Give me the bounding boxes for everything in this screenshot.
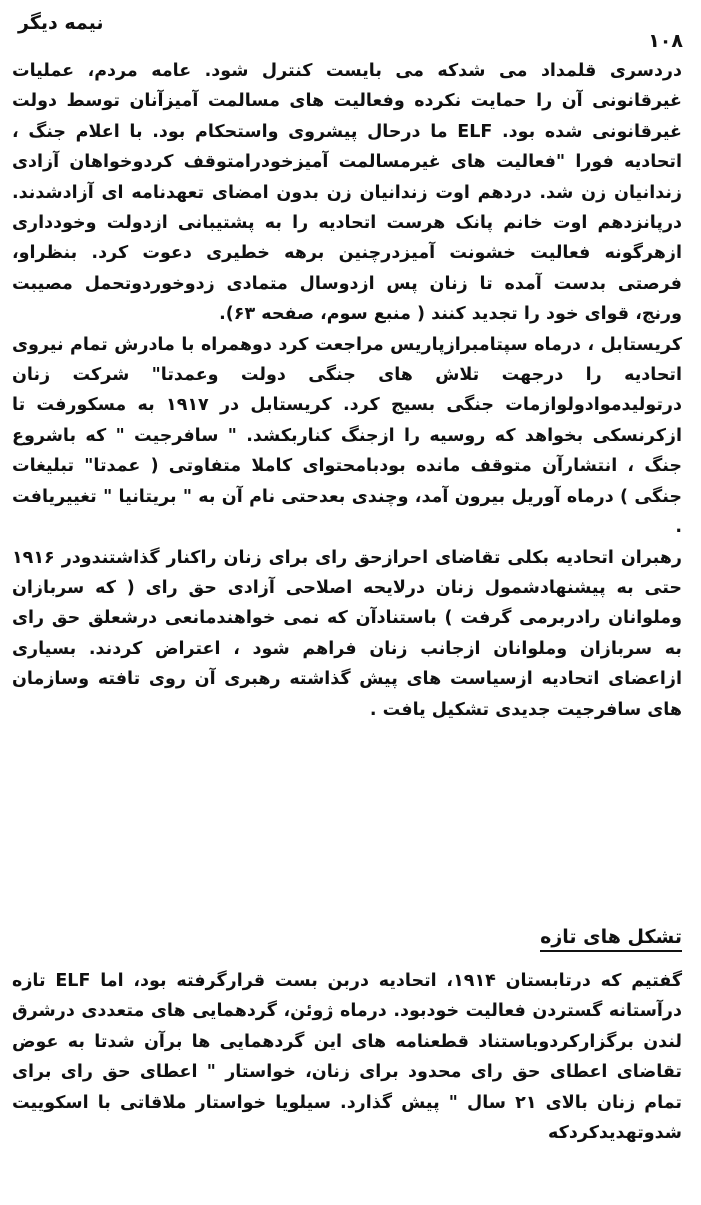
page-number: ۱۰۸: [648, 30, 683, 52]
section-paragraph: گفتیم که درتابستان ۱۹۱۴، اتحادیه دربن بست قرارگرفته بود، اما ELF تازه درآستانه گستردن فعالیت خودبود. درماه ژوئن، گردهمایی های متعددی درشرق لندن برگزارکردوباستناد قطعنامه های این گردهمایی ها برآن شدتا به عوض تقاضای اعطای حق رای محدود برای زنان، خواستار " اعطای حق رای برای تمام زنان بالای ۲۱ سال " پیش گذارد. سیلویا خواستار ملاقاتی با اسکوییت شدوتهدیدکردکه: [12, 971, 683, 1144]
section-heading: تشکل های تازه: [540, 926, 682, 952]
running-head: نیمه دیگر: [18, 12, 104, 34]
paragraph: دردسری قلمداد می شدکه می بایست کنترل شود. عامه مردم، عملیات غیرقانونی آن را حمایت نکرده وفعالیت های مسالمت آمیزآنان توسط دولت غیرقانونی شده بود. ELF ما درحال پیشروی واستحکام بود. با اعلام جنگ ، اتحادیه فورا "فعالیت های غیرمسالمت آمیزخودرامتوقف کردوخواهان آزادی زندانیان زن شد. دردهم اوت زندانیان زن بدون امضای تعهدنامه ای آزادشدند. درپانزدهم اوت خانم پانک هرست اتحادیه را به پشتیبانی ازدولت وخودداری ازهرگونه فعالیت خشونت آمیزدرچنین برهه خطیری دعوت کرد. بنظراو، فرصتی بدست آمده تا زنان پس ازدوسال متمادی زدوخوردوتحمل مصیبت ورنج، قوای خود را تجدید کنند ( منبع سوم، صفحه ۶۳).: [12, 61, 682, 325]
paragraph: رهبران اتحادیه بکلی تقاضای احرازحق رای برای زنان راکنار گذاشتندودر ۱۹۱۶ حتی به پیشنهادشمول زنان درلایحه اصلاحی آزادی حق رای ( که سربازان وملوانان رادربرمی گرفت ) باستنادآن که نمی خواهندمانعی درشعلق حق رای به سربازان وملوانان ازجانب زنان فراهم شود ، اعتراض کردند. بسیاری ازاعضای اتحادیه ازسیاست های پیش گذاشته رهبری آن روی تافته وسازمان های سافرجیت جدیدی تشکیل یافت .: [12, 547, 682, 720]
body-text: [12, 56, 682, 725]
paragraph: کریستابل ، درماه سپتامبرازپاریس مراجعت کرد دوهمراه با مادرش تمام نیروی اتحادیه را درجهت تلاش های جنگی دولت وعمدتا" شرکت زنان درتولیدموادولوازمات جنگی بسیج کرد. کریستابل در ۱۹۱۷ به مسکورفت تا ازکرنسکی بخواهد که روسیه را ازجنگ کناربکشد. " سافرجیت " که باشروع جنگ ، انتشارآن متوقف مانده بودبامحتوای کاملا متفاوتی ( عمدتا" تبلیغات جنگی ) درماه آوریل بیرون آمد، وچندی بعدحتی نام آن به " بریتانیا " تغییریافت .: [12, 334, 682, 538]
section-new-organizations: [12, 926, 682, 1148]
